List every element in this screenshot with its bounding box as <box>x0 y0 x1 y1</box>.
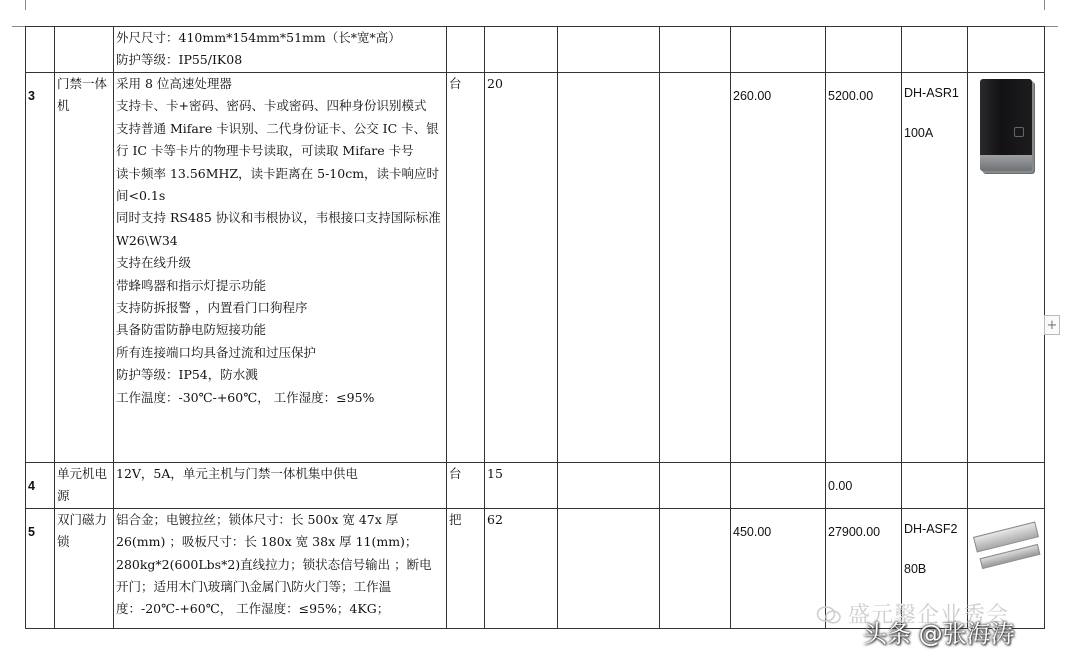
item-image <box>968 463 1045 509</box>
desc-line: 防护等级：IP55/IK08 <box>116 52 243 68</box>
item-total: 5200.00 <box>826 73 902 463</box>
magnetic-lock-image <box>970 517 1045 577</box>
cell-empty <box>558 73 660 463</box>
cell-unit <box>447 27 485 73</box>
cell-empty <box>558 463 660 509</box>
cell-image <box>968 27 1045 73</box>
item-description: 铝合金；电镀拉丝；锁体尺寸：长 500x 宽 47x 厚 26(mm) ；吸板尺寸：长 180x 宽 38x 厚 11(mm)；280kg*2(600Lbs*2)直线拉力；锁状态信号输出 ；断电开门；适用木门\玻璃门\金属门\防火门等；工作温度：-20℃-+60℃， 工作湿度：≤95%；4KG； <box>114 508 447 628</box>
item-unit-price: 450.00 <box>731 508 826 628</box>
item-qty: 15 <box>485 463 558 509</box>
item-unit-price: 260.00 <box>731 73 826 463</box>
item-qty: 20 <box>485 73 558 463</box>
watermark-platform: 头条 @张海涛 <box>863 620 1015 648</box>
crop-mark-right-v <box>1044 0 1045 10</box>
quotation-table <box>25 26 1045 629</box>
cell-qty <box>485 27 558 73</box>
desc-line: 所有连接端口均具备过流和过压保护 <box>116 344 317 360</box>
cell-empty <box>558 508 660 628</box>
cell-desc <box>114 27 447 73</box>
desc-line: 防护等级：IP54，防水溅 <box>116 367 258 383</box>
model-line: 80B <box>904 561 927 576</box>
item-model <box>902 463 968 509</box>
cell-name <box>55 27 114 73</box>
cell-model <box>902 27 968 73</box>
crop-mark-left-h <box>12 26 25 27</box>
desc-line: 同时支持 RS485 协议和韦根协议，韦根接口支持国际标准 W26\W34 <box>116 210 441 248</box>
item-qty: 62 <box>485 508 558 628</box>
item-total: 27900.00 <box>826 508 902 628</box>
desc-line: 支持防拆报警 ，内置看门口狗程序 <box>116 300 308 316</box>
cell-empty <box>660 27 731 73</box>
row-number: 3 <box>26 73 55 463</box>
add-row-button[interactable]: + <box>1044 315 1060 335</box>
item-unit: 台 <box>447 73 485 463</box>
wechat-icon <box>816 605 842 625</box>
table-row-top <box>26 27 1045 73</box>
desc-line: 读卡频率 13.56MHZ，读卡距离在 5-10cm，读卡响应时间<0.1s <box>116 165 440 204</box>
card-reader-image <box>980 79 1032 171</box>
reader-strip <box>980 155 1032 171</box>
table-row-4 <box>26 463 1045 509</box>
desc-line: 工作温度：-30℃-+60℃， 工作湿度：≤95% <box>116 389 375 405</box>
item-description <box>114 73 447 463</box>
item-unit: 台 <box>447 463 485 509</box>
item-name: 双门磁力锁 <box>55 508 114 628</box>
desc-line: 具备防雷防静电防短接功能 <box>116 322 267 338</box>
crop-mark-right-h <box>1045 26 1058 27</box>
desc-line: 支持在线升级 <box>116 255 192 271</box>
desc-line: 带蜂鸣器和指示灯提示功能 <box>116 277 267 293</box>
cell-empty <box>558 27 660 73</box>
cell-no <box>26 27 55 73</box>
model-line: DH-ASR1 <box>904 86 959 100</box>
item-model <box>902 73 968 463</box>
cell-total <box>826 27 902 73</box>
cell-price <box>731 27 826 73</box>
row-number: 5 <box>26 508 55 628</box>
watermark-account-text: 盛元鑿企业秀会 <box>848 603 1010 628</box>
model-line: 100A <box>904 126 934 140</box>
row-number: 4 <box>26 463 55 509</box>
item-name: 门禁一体机 <box>55 73 114 463</box>
desc-line: 支持卡、卡+密码、密码、卡或密码、四种身份识别模式 <box>116 98 427 114</box>
item-total: 0.00 <box>826 463 902 509</box>
cell-empty <box>660 73 731 463</box>
desc-line: 采用 8 位高速处理器 <box>116 76 232 91</box>
desc-line: 支持普通 Mifare 卡识别、二代身份证卡、公交 IC 卡、银行 IC 卡等卡片的物理卡号读取，可读取 Mifare 卡号 <box>116 120 439 159</box>
table-row-3 <box>26 73 1045 463</box>
item-unit-price <box>731 463 826 509</box>
crop-mark-left-v <box>25 0 26 10</box>
cell-empty <box>660 463 731 509</box>
cell-empty <box>660 508 731 628</box>
desc-line: 外尺尺寸：410mm*154mm*51mm（长*宽*高） <box>116 30 401 45</box>
item-description: 12V，5A，单元主机与门禁一体机集中供电 <box>114 463 447 509</box>
item-unit: 把 <box>447 508 485 628</box>
card-icon <box>1014 127 1024 137</box>
model-line: DH-ASF2 <box>904 521 958 536</box>
item-name: 单元机电源 <box>55 463 114 509</box>
item-image <box>968 73 1045 463</box>
